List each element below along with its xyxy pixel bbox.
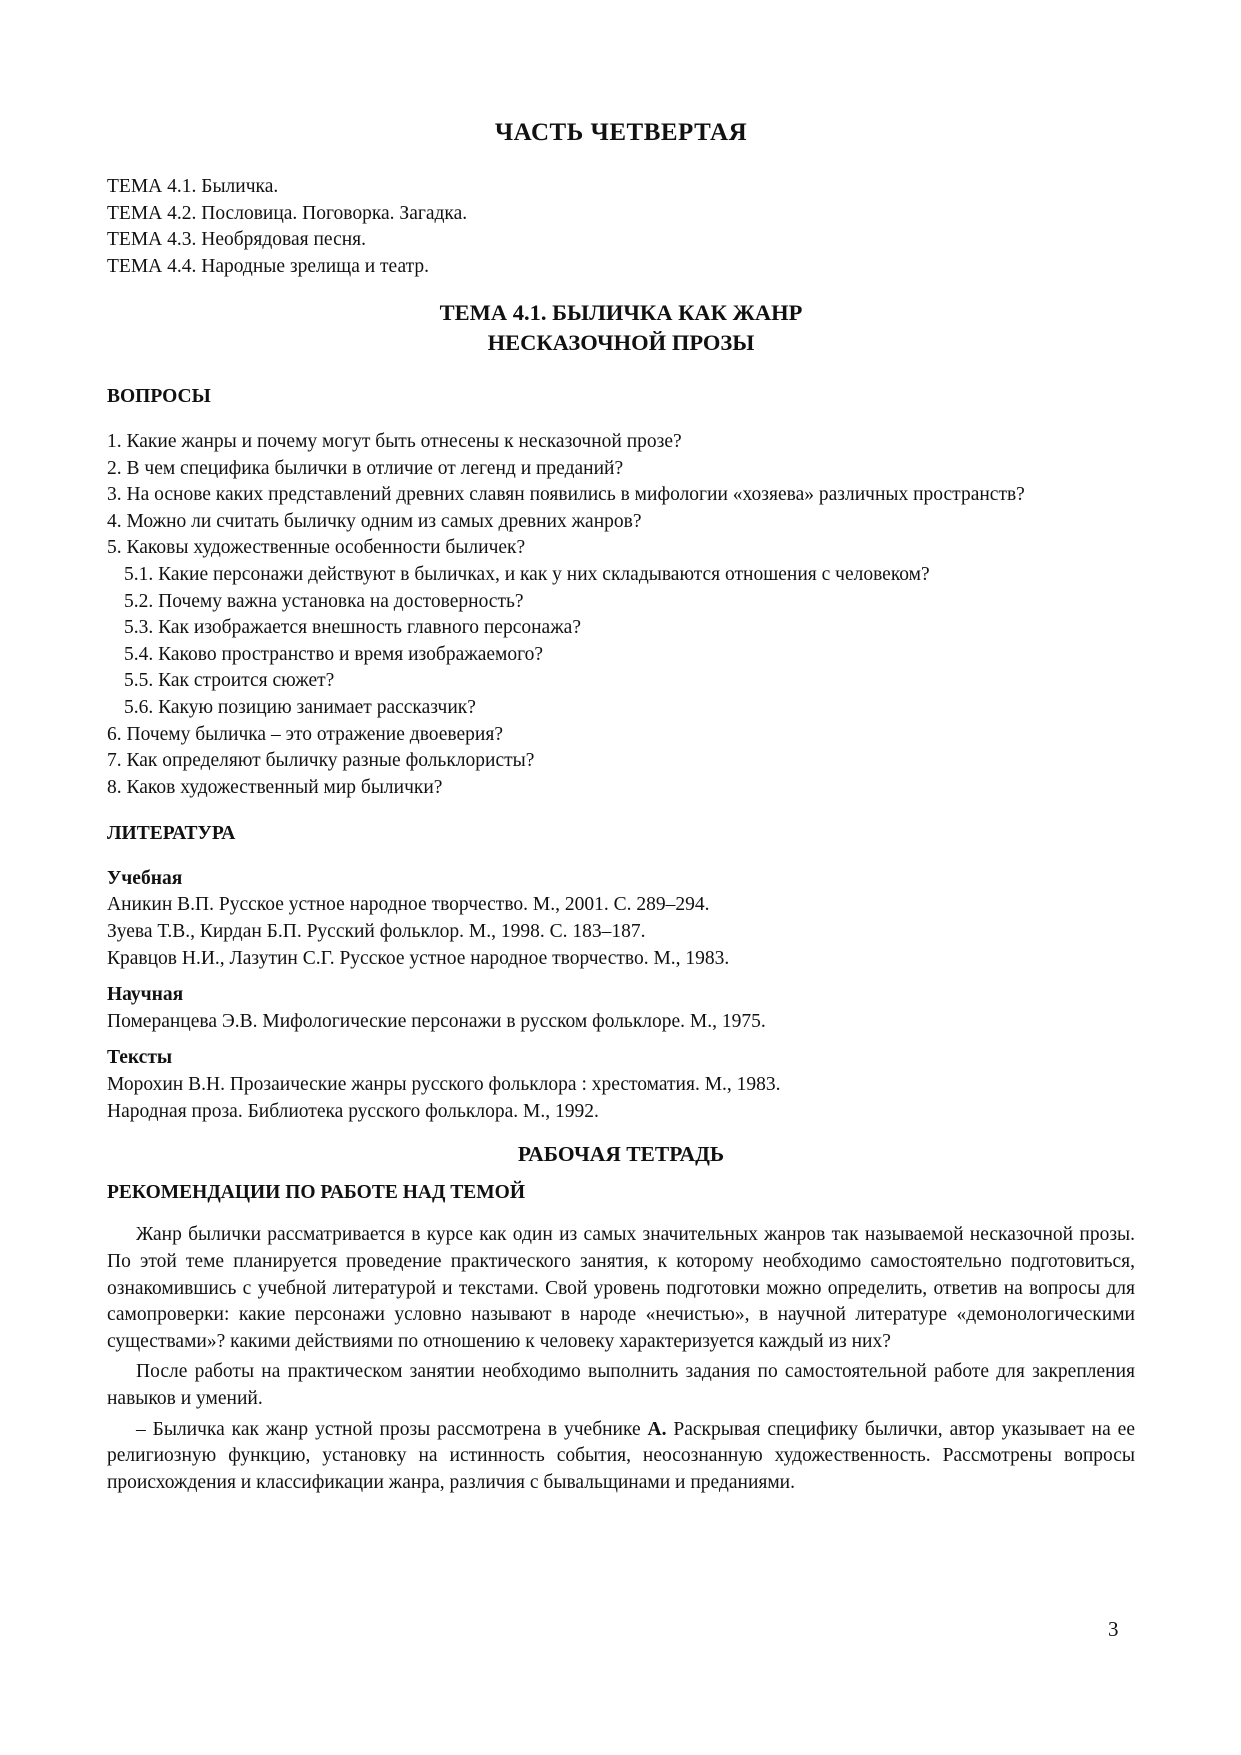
workbook-title: РАБОЧАЯ ТЕТРАДЬ: [517, 1142, 725, 1167]
question-item: 4. Можно ли считать быличку одним из самых древних жанров?: [107, 510, 642, 532]
theme-title-line: НЕСКАЗОЧНОЙ ПРОЗЫ: [487, 330, 755, 356]
question-item: 1. Какие жанры и почему могут быть отнесены к несказочной прозе?: [107, 430, 682, 452]
literature-item: Аникин В.П. Русское устное народное творчество. М., 2001. С. 289–294.: [107, 894, 710, 916]
topic-item: ТЕМА 4.2. Пословица. Поговорка. Загадка.: [107, 202, 468, 224]
question-item: 7. Как определяют быличку разные фольклористы?: [107, 750, 535, 772]
paragraph-text: Раскрывая специфику былички, автор указывает на ее религиозную функцию, установку на истинность события, неосознанную художественность. Рассмотрены вопросы происхождения и классификации жанра, различия с бывальщинами и преданиями.: [107, 1418, 1135, 1493]
literature-item: Морохин В.Н. Прозаические жанры русского фольклора : хрестоматия. М., 1983.: [107, 1074, 781, 1096]
questions-list: [107, 429, 1135, 801]
document-page: [107, 118, 1135, 1500]
subquestion-item: 5.3. Как изображается внешность главного персонажа?: [124, 617, 581, 639]
literature-item: Померанцева Э.В. Мифологические персонажи в русском фольклоре. М., 1975.: [107, 1010, 766, 1032]
literature-science: [107, 982, 1135, 1035]
paragraph: [107, 1417, 1135, 1497]
topic-item: ТЕМА 4.1. Быличка.: [107, 176, 279, 197]
questions-heading: ВОПРОСЫ: [107, 386, 211, 408]
page-number: 3: [1108, 1617, 1119, 1641]
literature-item: Народная проза. Библиотека русского фольклора. М., 1992.: [107, 1100, 599, 1122]
subquestion-item: 5.1. Какие персонажи действуют в быличках, и как у них складываются отношения с человеком?: [124, 563, 930, 585]
question-item: 2. В чем специфика былички в отличие от легенд и преданий?: [107, 457, 624, 479]
literature-subheading: Научная: [107, 984, 184, 1006]
paragraph: После работы на практическом занятии необходимо выполнить задания по самостоятельной работе для закрепления навыков и умений.: [107, 1361, 1135, 1409]
paragraph-text: – Быличка как жанр устной прозы рассмотрена в учебнике: [136, 1418, 648, 1440]
literature-subheading: Тексты: [107, 1047, 173, 1069]
literature-study: [107, 866, 1135, 972]
theme-title-line: ТЕМА 4.1. БЫЛИЧКА КАК ЖАНР: [439, 300, 803, 326]
paragraph: Жанр былички рассматривается в курсе как один из самых значительных жанров так называемой несказочной прозы. По этой теме планируется проведение практического занятия, к которому необходимо самостоятельно подготовиться, ознакомившись с учебной литературой и текстами. Свой уровень подготовки можно определить, ответив на вопросы для самопроверки: какие персонажи условно называют в народе «нечистью», в научной литературе «демонологическими существами»? какими действиями по отношению к человеку характеризуется каждый из них?: [107, 1224, 1135, 1352]
literature-heading: ЛИТЕРАТУРА: [107, 823, 236, 845]
subquestion-item: 5.6. Какую позицию занимает рассказчик?: [124, 696, 476, 718]
question-item: 8. Каков художественный мир былички?: [107, 776, 443, 798]
topic-list: [107, 174, 1135, 280]
part-title: ЧАСТЬ ЧЕТВЕРТАЯ: [494, 119, 748, 146]
textbook-reference: А.: [647, 1418, 667, 1440]
question-item: 3. На основе каких представлений древних славян появились в мифологии «хозяева» различных пространств?: [107, 484, 1025, 506]
topic-item: ТЕМА 4.3. Необрядовая песня.: [107, 229, 367, 251]
question-item: 6. Почему быличка – это отражение двоеверия?: [107, 723, 503, 745]
literature-item: Кравцов Н.И., Лазутин С.Г. Русское устное народное творчество. М., 1983.: [107, 947, 730, 969]
subquestion-item: 5.2. Почему важна установка на достоверность?: [124, 590, 524, 612]
literature-item: Зуева Т.В., Кирдан Б.П. Русский фольклор. М., 1998. С. 183–187.: [107, 921, 646, 943]
subquestion-item: 5.5. Как строится сюжет?: [124, 670, 335, 692]
theme-title: [107, 298, 1135, 358]
recommendations-heading: РЕКОМЕНДАЦИИ ПО РАБОТЕ НАД ТЕМОЙ: [107, 1181, 526, 1203]
topic-item: ТЕМА 4.4. Народные зрелища и театр.: [107, 255, 429, 277]
literature-texts: [107, 1045, 1135, 1125]
question-item: 5. Каковы художественные особенности быличек?: [107, 537, 526, 559]
subquestion-item: 5.4. Каково пространство и время изображаемого?: [124, 643, 544, 665]
literature-subheading: Учебная: [107, 867, 183, 889]
